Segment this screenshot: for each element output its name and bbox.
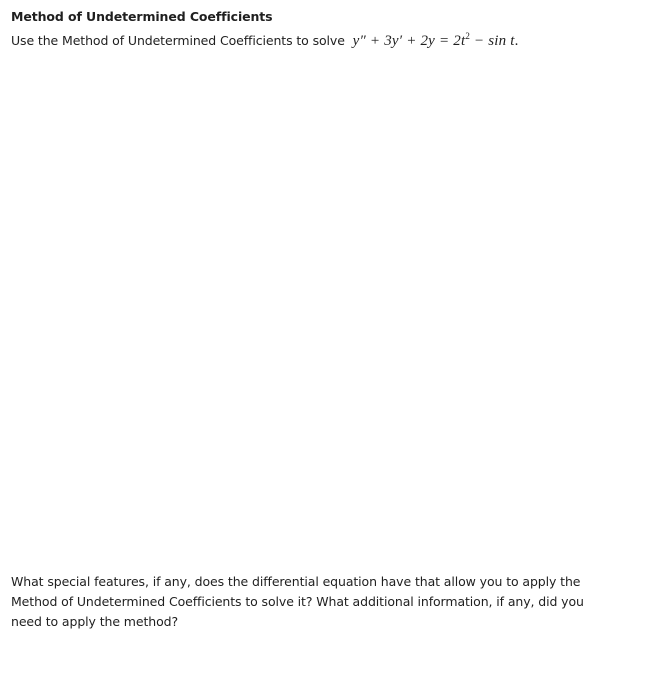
instruction-text: Use the Method of Undetermined Coefficients to solve bbox=[11, 33, 345, 48]
answer-space bbox=[11, 60, 631, 560]
differential-equation bbox=[353, 33, 519, 49]
equation-terminator: . bbox=[514, 33, 519, 49]
worksheet-title: Method of Undetermined Coefficients bbox=[11, 9, 273, 24]
reflection-question: What special features, if any, does the differential equation have that allow you to apply the Method of Undetermined Coefficients to solve it? What additional information, if any, did you need to apply the method? bbox=[11, 574, 584, 629]
equation-exponent: 2 bbox=[465, 31, 471, 41]
equation-lhs: y″ + 3y′ + 2y = 2t bbox=[352, 33, 466, 49]
equation-rhs: − sin t bbox=[470, 33, 515, 49]
problem-instruction bbox=[11, 33, 519, 50]
